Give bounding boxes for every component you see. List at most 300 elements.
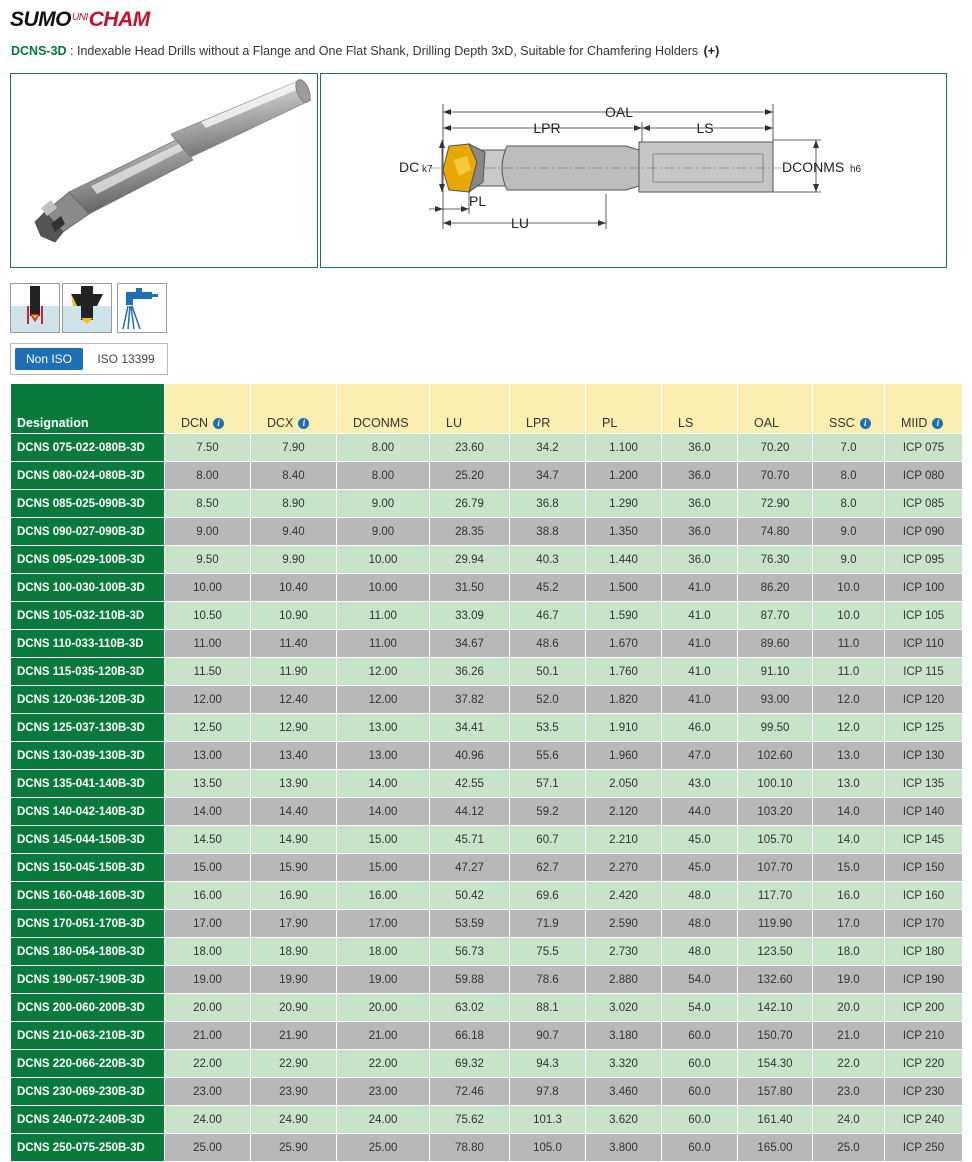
cell-ssc: 21.0 [813,1022,885,1050]
cell-oal: 74.80 [738,518,813,546]
cell-dcn: 10.00 [165,574,251,602]
cell-oal: 105.70 [738,826,813,854]
cell-ls: 36.0 [662,462,738,490]
designation-cell[interactable]: DCNS 250-075-250B-3D [11,1134,165,1162]
cell-dcx: 17.90 [251,910,337,938]
drill-photo [11,74,317,267]
cell-oal: 86.20 [738,574,813,602]
cell-dcn: 14.50 [165,826,251,854]
cell-dcn: 10.50 [165,602,251,630]
column-header-label: OAL [754,416,780,430]
cell-dconms: 10.00 [337,574,430,602]
cell-ls: 60.0 [662,1022,738,1050]
cell-dcx: 13.90 [251,770,337,798]
cell-oal: 150.70 [738,1022,813,1050]
cell-lpr: 53.5 [510,714,586,742]
table-row[interactable] [11,574,963,602]
cell-miid: ICP 120 [885,686,963,714]
info-icon[interactable]: i [932,418,943,429]
label-dc: DC [399,159,420,175]
cell-dcn: 23.00 [165,1078,251,1106]
cell-dcx: 12.90 [251,714,337,742]
table-row[interactable] [11,798,963,826]
cell-oal: 161.40 [738,1106,813,1134]
cell-lpr: 40.3 [510,546,586,574]
designation-cell[interactable]: DCNS 100-030-100B-3D [11,574,165,602]
dimension-diagram [321,74,946,267]
cell-lpr: 38.8 [510,518,586,546]
cell-miid: ICP 140 [885,798,963,826]
cell-dconms: 9.00 [337,490,430,518]
cell-dconms: 14.00 [337,798,430,826]
cell-ssc: 19.0 [813,966,885,994]
cell-ssc: 12.0 [813,714,885,742]
cell-dcx: 22.90 [251,1050,337,1078]
cell-dcx: 10.40 [251,574,337,602]
cell-lpr: 34.7 [510,462,586,490]
cell-dcn: 9.50 [165,546,251,574]
cell-dcn: 18.00 [165,938,251,966]
column-header-designation [11,384,165,434]
table-row[interactable] [11,882,963,910]
cell-ssc: 11.0 [813,658,885,686]
column-header-label: DCONMS [353,416,409,430]
cell-pl: 1.440 [586,546,662,574]
cell-miid: ICP 090 [885,518,963,546]
cell-ls: 54.0 [662,966,738,994]
cell-miid: ICP 085 [885,490,963,518]
cell-lpr: 36.8 [510,490,586,518]
cell-lu: 31.50 [430,574,510,602]
cell-lu: 42.55 [430,770,510,798]
cell-miid: ICP 075 [885,434,963,462]
cell-dconms: 22.00 [337,1050,430,1078]
designation-cell[interactable]: DCNS 115-035-120B-3D [11,658,165,686]
cell-miid: ICP 200 [885,994,963,1022]
cell-oal: 70.20 [738,434,813,462]
cell-dconms: 8.00 [337,462,430,490]
cell-ssc: 25.0 [813,1134,885,1162]
cell-pl: 1.200 [586,462,662,490]
cell-dcx: 13.40 [251,742,337,770]
cell-lu: 53.59 [430,910,510,938]
cell-dcx: 10.90 [251,602,337,630]
cell-oal: 72.90 [738,490,813,518]
table-row[interactable] [11,1022,963,1050]
cell-ssc: 9.0 [813,518,885,546]
label-pl: PL [469,193,487,209]
cell-dcx: 8.90 [251,490,337,518]
cell-lu: 34.67 [430,630,510,658]
cell-ssc: 12.0 [813,686,885,714]
column-header-label: SSC [829,416,855,430]
cell-lpr: 57.1 [510,770,586,798]
cell-ls: 60.0 [662,1078,738,1106]
cell-lpr: 45.2 [510,574,586,602]
column-header-label: DCX [267,416,294,430]
column-header-label: LU [446,416,462,430]
cell-dcn: 11.00 [165,630,251,658]
cell-ls: 36.0 [662,518,738,546]
iso-tab-switcher [10,343,168,375]
cell-lu: 50.42 [430,882,510,910]
dimension-diagram-panel [320,73,947,268]
table-row[interactable] [11,770,963,798]
cell-dcn: 12.50 [165,714,251,742]
cell-oal: 100.10 [738,770,813,798]
cell-pl: 1.910 [586,714,662,742]
cell-dcx: 11.40 [251,630,337,658]
cell-lu: 75.62 [430,1106,510,1134]
cell-lu: 45.71 [430,826,510,854]
table-header-row [11,384,963,434]
designation-cell[interactable]: DCNS 145-044-150B-3D [11,826,165,854]
cell-ls: 60.0 [662,1134,738,1162]
cell-pl: 1.590 [586,602,662,630]
table-row[interactable] [11,966,963,994]
cell-dcx: 25.90 [251,1134,337,1162]
cell-pl: 1.670 [586,630,662,658]
cell-dcx: 7.90 [251,434,337,462]
table-row[interactable] [11,434,963,462]
cell-miid: ICP 230 [885,1078,963,1106]
cell-lu: 28.35 [430,518,510,546]
table-row[interactable] [11,490,963,518]
designation-cell[interactable]: DCNS 095-029-100B-3D [11,546,165,574]
table-row[interactable] [11,1134,963,1162]
cell-lu: 56.73 [430,938,510,966]
cell-lpr: 71.9 [510,910,586,938]
cell-dconms: 12.00 [337,686,430,714]
cell-miid: ICP 080 [885,462,963,490]
cell-lu: 33.09 [430,602,510,630]
table-row[interactable] [11,630,963,658]
cell-lpr: 34.2 [510,434,586,462]
blind-hole-drilling-icon [10,283,60,333]
cell-dconms: 16.00 [337,882,430,910]
cell-ssc: 14.0 [813,798,885,826]
cell-miid: ICP 115 [885,658,963,686]
cell-pl: 3.460 [586,1078,662,1106]
cell-ls: 48.0 [662,882,738,910]
cell-ssc: 24.0 [813,1106,885,1134]
info-icon[interactable]: i [860,418,871,429]
cell-oal: 117.70 [738,882,813,910]
cell-lpr: 62.7 [510,854,586,882]
cell-ssc: 15.0 [813,854,885,882]
cell-miid: ICP 125 [885,714,963,742]
label-dconms-tol: h6 [850,164,862,175]
cell-dconms: 18.00 [337,938,430,966]
cell-miid: ICP 210 [885,1022,963,1050]
cell-ssc: 10.0 [813,602,885,630]
cell-pl: 2.880 [586,966,662,994]
cell-lu: 78.80 [430,1134,510,1162]
cell-dconms: 15.00 [337,826,430,854]
cell-ssc: 14.0 [813,826,885,854]
cell-lu: 34.41 [430,714,510,742]
cell-miid: ICP 100 [885,574,963,602]
column-header-dcn [165,384,251,434]
table-row[interactable] [11,854,963,882]
column-header-pl [586,384,662,434]
internal-coolant-icon [117,283,167,333]
cell-lu: 26.79 [430,490,510,518]
product-table [10,383,963,1162]
designation-cell[interactable]: DCNS 120-036-120B-3D [11,686,165,714]
cell-dcx: 19.90 [251,966,337,994]
cell-dconms: 23.00 [337,1078,430,1106]
designation-cell[interactable]: DCNS 170-051-170B-3D [11,910,165,938]
cell-pl: 3.180 [586,1022,662,1050]
cell-miid: ICP 170 [885,910,963,938]
cell-oal: 154.30 [738,1050,813,1078]
column-header-label: MIID [901,416,928,430]
table-row[interactable] [11,714,963,742]
page-title [11,44,719,58]
cell-miid: ICP 150 [885,854,963,882]
cell-oal: 123.50 [738,938,813,966]
column-header-dcx [251,384,337,434]
cell-oal: 102.60 [738,742,813,770]
column-header-lu [430,384,510,434]
cell-lu: 59.88 [430,966,510,994]
cell-dcn: 12.00 [165,686,251,714]
cell-dcx: 14.90 [251,826,337,854]
cell-ls: 60.0 [662,1106,738,1134]
cell-ls: 45.0 [662,826,738,854]
cell-pl: 3.020 [586,994,662,1022]
designation-cell[interactable]: DCNS 130-039-130B-3D [11,742,165,770]
cell-dcx: 14.40 [251,798,337,826]
cell-lu: 37.82 [430,686,510,714]
cell-dcn: 9.00 [165,518,251,546]
label-ls: LS [696,120,714,136]
designation-cell[interactable]: DCNS 125-037-130B-3D [11,714,165,742]
table-row[interactable] [11,994,963,1022]
table-row[interactable] [11,462,963,490]
cell-lu: 23.60 [430,434,510,462]
tab-non-iso[interactable]: Non ISO [15,348,83,370]
table-row[interactable] [11,602,963,630]
table-row[interactable] [11,1050,963,1078]
cell-dcn: 11.50 [165,658,251,686]
label-lu: LU [511,215,529,231]
cell-lu: 72.46 [430,1078,510,1106]
designation-cell[interactable]: DCNS 085-025-090B-3D [11,490,165,518]
column-header-label: LS [678,416,694,430]
cell-dcx: 12.40 [251,686,337,714]
cell-ls: 41.0 [662,686,738,714]
cell-lpr: 78.6 [510,966,586,994]
cell-oal: 93.00 [738,686,813,714]
cell-pl: 1.500 [586,574,662,602]
designation-cell[interactable]: DCNS 150-045-150B-3D [11,854,165,882]
cell-oal: 119.90 [738,910,813,938]
cell-ssc: 7.0 [813,434,885,462]
cell-dcn: 16.00 [165,882,251,910]
cell-ls: 41.0 [662,574,738,602]
cell-miid: ICP 145 [885,826,963,854]
label-dconms: DCONMS [782,159,845,175]
designation-cell[interactable]: DCNS 180-054-180B-3D [11,938,165,966]
cell-ssc: 13.0 [813,770,885,798]
cell-oal: 91.10 [738,658,813,686]
cell-pl: 2.120 [586,798,662,826]
cell-dconms: 19.00 [337,966,430,994]
table-row[interactable] [11,518,963,546]
cell-dcn: 21.00 [165,1022,251,1050]
table-row[interactable] [11,938,963,966]
table-row[interactable] [11,910,963,938]
cell-dcn: 14.00 [165,798,251,826]
cell-ssc: 9.0 [813,546,885,574]
cell-ls: 45.0 [662,854,738,882]
cell-pl: 2.270 [586,854,662,882]
designation-cell[interactable]: DCNS 230-069-230B-3D [11,1078,165,1106]
cell-dconms: 17.00 [337,910,430,938]
designation-cell[interactable]: DCNS 220-066-220B-3D [11,1050,165,1078]
cell-ls: 36.0 [662,434,738,462]
cell-lpr: 90.7 [510,1022,586,1050]
cell-miid: ICP 095 [885,546,963,574]
product-code: DCNS-3D [11,44,67,58]
cell-ssc: 13.0 [813,742,885,770]
table-row[interactable] [11,1078,963,1106]
column-header-dconms [337,384,430,434]
cell-dcx: 9.90 [251,546,337,574]
column-header-miid [885,384,963,434]
cell-dconms: 21.00 [337,1022,430,1050]
column-header-oal [738,384,813,434]
cell-ls: 60.0 [662,1050,738,1078]
cell-dconms: 14.00 [337,770,430,798]
cell-dcx: 16.90 [251,882,337,910]
cell-lu: 25.20 [430,462,510,490]
designation-cell[interactable]: DCNS 080-024-080B-3D [11,462,165,490]
table-row[interactable] [11,658,963,686]
cell-ssc: 11.0 [813,630,885,658]
cell-dcn: 7.50 [165,434,251,462]
designation-cell[interactable]: DCNS 135-041-140B-3D [11,770,165,798]
expand-toggle[interactable]: (+) [703,44,720,58]
cell-dconms: 9.00 [337,518,430,546]
cell-lu: 29.94 [430,546,510,574]
designation-cell[interactable]: DCNS 105-032-110B-3D [11,602,165,630]
designation-cell[interactable]: DCNS 200-060-200B-3D [11,994,165,1022]
cell-pl: 2.590 [586,910,662,938]
cell-lpr: 50.1 [510,658,586,686]
cell-ssc: 17.0 [813,910,885,938]
cell-dcn: 25.00 [165,1134,251,1162]
cell-dcx: 21.90 [251,1022,337,1050]
cell-pl: 1.100 [586,434,662,462]
cell-dcn: 24.00 [165,1106,251,1134]
cell-ls: 41.0 [662,602,738,630]
cell-lu: 47.27 [430,854,510,882]
cell-dconms: 24.00 [337,1106,430,1134]
table-row[interactable] [11,826,963,854]
cell-dconms: 11.00 [337,630,430,658]
designation-cell[interactable]: DCNS 190-057-190B-3D [11,966,165,994]
cell-dcn: 13.50 [165,770,251,798]
cell-lpr: 52.0 [510,686,586,714]
cell-dcx: 11.90 [251,658,337,686]
designation-cell[interactable]: DCNS 160-048-160B-3D [11,882,165,910]
cell-dconms: 10.00 [337,546,430,574]
cell-ssc: 8.0 [813,462,885,490]
designation-cell[interactable]: DCNS 210-063-210B-3D [11,1022,165,1050]
cell-miid: ICP 220 [885,1050,963,1078]
cell-dcx: 9.40 [251,518,337,546]
cell-lpr: 48.6 [510,630,586,658]
cell-oal: 157.80 [738,1078,813,1106]
cell-oal: 99.50 [738,714,813,742]
cell-lpr: 101.3 [510,1106,586,1134]
designation-cell[interactable]: DCNS 240-072-240B-3D [11,1106,165,1134]
table-row[interactable] [11,1106,963,1134]
cell-pl: 3.320 [586,1050,662,1078]
cell-oal: 76.30 [738,546,813,574]
cell-ls: 41.0 [662,630,738,658]
designation-cell[interactable]: DCNS 090-027-090B-3D [11,518,165,546]
tab-iso-13399[interactable]: ISO 13399 [97,352,155,366]
cell-ssc: 22.0 [813,1050,885,1078]
cell-pl: 1.960 [586,742,662,770]
cell-dcn: 22.00 [165,1050,251,1078]
table-row[interactable] [11,742,963,770]
cell-dcx: 18.90 [251,938,337,966]
table-row[interactable] [11,546,963,574]
cell-oal: 142.10 [738,994,813,1022]
cell-miid: ICP 190 [885,966,963,994]
cell-lu: 40.96 [430,742,510,770]
designation-cell[interactable]: DCNS 075-022-080B-3D [11,434,165,462]
cell-dcn: 15.00 [165,854,251,882]
cell-dcx: 20.90 [251,994,337,1022]
designation-cell[interactable]: DCNS 140-042-140B-3D [11,798,165,826]
through-hole-chamfer-icon [62,283,112,333]
label-oal: OAL [604,104,634,120]
info-icon[interactable]: i [298,418,309,429]
cell-dconms: 11.00 [337,602,430,630]
cell-ls: 46.0 [662,714,738,742]
cell-pl: 2.210 [586,826,662,854]
cell-dconms: 13.00 [337,742,430,770]
cell-ssc: 8.0 [813,490,885,518]
cell-lpr: 46.7 [510,602,586,630]
cell-pl: 1.760 [586,658,662,686]
cell-dconms: 13.00 [337,714,430,742]
table-row[interactable] [11,686,963,714]
column-header-lpr [510,384,586,434]
info-icon[interactable]: i [213,418,224,429]
cell-ssc: 20.0 [813,994,885,1022]
column-header-label: Designation [17,416,89,430]
cell-miid: ICP 130 [885,742,963,770]
cell-ssc: 23.0 [813,1078,885,1106]
cell-oal: 87.70 [738,602,813,630]
cell-pl: 1.350 [586,518,662,546]
cell-pl: 3.620 [586,1106,662,1134]
column-header-label: PL [602,416,618,430]
designation-cell[interactable]: DCNS 110-033-110B-3D [11,630,165,658]
cell-lpr: 97.8 [510,1078,586,1106]
cell-pl: 2.730 [586,938,662,966]
cell-oal: 165.00 [738,1134,813,1162]
table-header [11,384,963,434]
cell-miid: ICP 180 [885,938,963,966]
